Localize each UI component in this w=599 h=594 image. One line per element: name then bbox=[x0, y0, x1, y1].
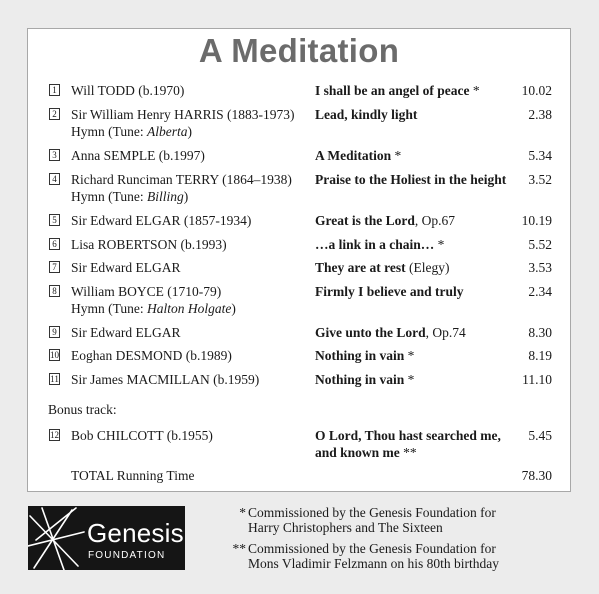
logo-sub: FOUNDATION bbox=[88, 550, 166, 561]
track-composer: William BOYCE (1710-79) Hymn (Tune: Halton Holgate) bbox=[71, 283, 321, 317]
track-number: 12 bbox=[50, 430, 59, 440]
footnote-text: Commissioned by the Genesis Foundation for Mons Vladimir Felzmann on his 80th birthday bbox=[248, 541, 499, 571]
track-composer: Will TODD (b.1970) bbox=[71, 83, 185, 98]
total-duration: 78.30 bbox=[521, 468, 552, 483]
track-duration: 5.45 bbox=[528, 428, 552, 443]
track-list-panel bbox=[27, 28, 571, 492]
footnote-text: Commissioned by the Genesis Foundation for Harry Christophers and The Sixteen bbox=[248, 505, 496, 535]
track-composer: Sir William Henry HARRIS (1883-1973) Hymn (Tune: Alberta) bbox=[71, 106, 321, 140]
track-work: Firmly I believe and truly bbox=[315, 284, 464, 299]
track-duration: 8.30 bbox=[528, 325, 552, 340]
track-number: 10 bbox=[50, 350, 59, 360]
hymn-tune: Hymn (Tune: Alberta) bbox=[71, 124, 193, 139]
track-work: Give unto the Lord, Op.74 bbox=[315, 325, 466, 340]
page-title: A Meditation bbox=[198, 32, 400, 69]
track-duration: 5.34 bbox=[528, 148, 552, 163]
track-composer: Sir Edward ELGAR bbox=[71, 325, 181, 340]
track-duration: 3.52 bbox=[528, 172, 552, 187]
track-duration: 11.10 bbox=[522, 372, 552, 387]
hymn-tune: Hymn (Tune: Halton Holgate) bbox=[71, 301, 236, 316]
track-work: I shall be an angel of peace * bbox=[315, 83, 480, 98]
track-work: Nothing in vain * bbox=[315, 372, 415, 387]
total-label: TOTAL Running Time bbox=[71, 468, 195, 483]
track-number: 4 bbox=[49, 173, 60, 185]
track-number: 2 bbox=[49, 108, 60, 120]
track-composer: Bob CHILCOTT (b.1955) bbox=[71, 428, 213, 443]
track-number: 7 bbox=[49, 261, 60, 273]
track-work: Lead, kindly light bbox=[315, 107, 418, 122]
track-work: …a link in a chain… * bbox=[315, 237, 445, 252]
footnote-mark: * bbox=[239, 505, 246, 520]
logo-name: Genesis bbox=[87, 518, 184, 548]
track-work: Praise to the Holiest in the height bbox=[315, 172, 507, 187]
track-number: 5 bbox=[49, 214, 60, 226]
track-composer: Eoghan DESMOND (b.1989) bbox=[71, 348, 232, 363]
track-work: A Meditation * bbox=[315, 148, 402, 163]
track-composer: Sir Edward ELGAR bbox=[71, 260, 181, 275]
track-number: 1 bbox=[49, 84, 60, 96]
track-composer: Richard Runciman TERRY (1864–1938) Hymn (Tune: Billing) bbox=[71, 171, 321, 205]
track-number: 9 bbox=[49, 326, 60, 338]
track-composer: Sir Edward ELGAR (1857-1934) bbox=[71, 213, 252, 228]
track-composer: Anna SEMPLE (b.1997) bbox=[71, 148, 205, 163]
track-duration: 2.38 bbox=[528, 107, 552, 122]
track-composer: Sir James MACMILLAN (b.1959) bbox=[71, 372, 260, 387]
track-composer: Lisa ROBERTSON (b.1993) bbox=[71, 237, 227, 252]
track-number: 6 bbox=[49, 238, 60, 250]
track-duration: 8.19 bbox=[528, 348, 552, 363]
track-duration: 2.34 bbox=[528, 284, 552, 299]
track-duration: 10.02 bbox=[521, 83, 552, 98]
track-duration: 3.53 bbox=[528, 260, 552, 275]
track-number: 3 bbox=[49, 149, 60, 161]
track-work: O Lord, Thou hast searched me, and known me ** bbox=[315, 428, 501, 460]
genesis-foundation-logo bbox=[28, 506, 185, 570]
track-work: Great is the Lord, Op.67 bbox=[315, 213, 455, 228]
track-number: 8 bbox=[49, 285, 60, 297]
track-duration: 10.19 bbox=[521, 213, 552, 228]
track-duration: 5.52 bbox=[528, 237, 552, 252]
track-number: 11 bbox=[50, 374, 59, 384]
track-work: They are at rest (Elegy) bbox=[315, 260, 450, 275]
footnote-mark: ** bbox=[232, 541, 246, 556]
hymn-tune: Hymn (Tune: Billing) bbox=[71, 189, 189, 204]
track-work: Nothing in vain * bbox=[315, 348, 415, 363]
bonus-label: Bonus track: bbox=[48, 402, 117, 417]
